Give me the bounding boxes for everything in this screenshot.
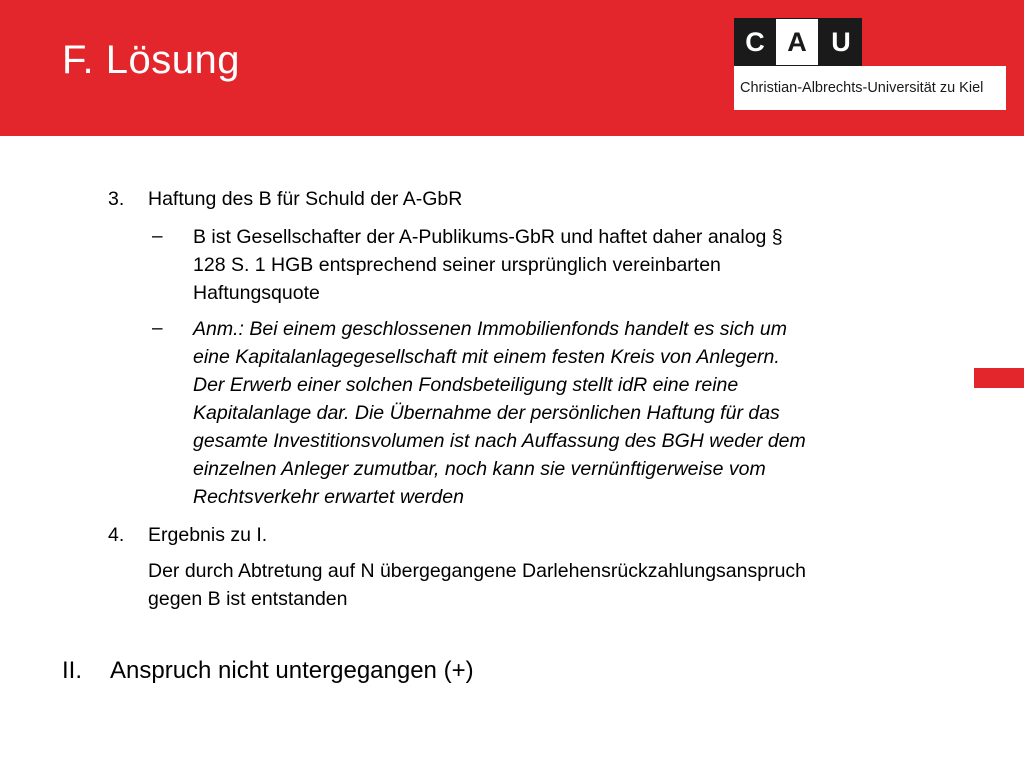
item-4-heading: Ergebnis zu I. (148, 524, 268, 546)
university-name: Christian-Albrechts-Universität zu Kiel (734, 66, 1006, 110)
logo-letter-c: C (734, 18, 776, 66)
item-4-line-2: gegen B ist entstanden (148, 588, 348, 610)
side-accent-bar (974, 368, 1024, 388)
bullet-2-line-5: gesamte Investitionsvolumen ist nach Auffassung des BGH weder dem (193, 430, 806, 452)
bullet-1-line-3: Haftungsquote (193, 282, 320, 304)
slide-title: F. Lösung (62, 38, 240, 82)
cau-logo (734, 18, 1006, 110)
bullet-dash: – (152, 226, 163, 247)
bullet-2-line-6: einzelnen Anleger zumutbar, noch kann sie vernünftigerweise vom (193, 458, 766, 480)
item-3-heading: Haftung des B für Schuld der A-GbR (148, 188, 463, 210)
section-ii-heading: Anspruch nicht untergegangen (+) (110, 657, 474, 684)
bullet-2-line-2: eine Kapitalanlagegesellschaft mit einem festen Kreis von Anlegern. (193, 346, 780, 368)
logo-letter-u: U (820, 18, 862, 66)
bullet-1-line-1: B ist Gesellschafter der A-Publikums-GbR und haftet daher analog § (193, 226, 783, 248)
item-4-line-1: Der durch Abtretung auf N übergegangene Darlehensrückzahlungsanspruch (148, 560, 807, 582)
bullet-dash: – (152, 318, 163, 339)
logo-letters (734, 18, 862, 66)
bullet-2-line-1: Anm.: Bei einem geschlossenen Immobilienfonds handelt es sich um (193, 318, 787, 340)
item-3-number: 3. (108, 188, 125, 210)
bullet-1-line-2: 128 S. 1 HGB entsprechend seiner ursprünglich vereinbarten (193, 254, 721, 276)
item-4-number: 4. (108, 524, 125, 546)
bullet-2-line-3: Der Erwerb einer solchen Fondsbeteiligung stellt idR eine reine (193, 374, 739, 396)
bullet-2-line-7: Rechtsverkehr erwartet werden (193, 486, 464, 508)
header-bar (0, 0, 1024, 136)
logo-letter-a: A (776, 18, 818, 66)
section-ii-number: II. (62, 657, 83, 684)
bullet-2-line-4: Kapitalanlage dar. Die Übernahme der persönlichen Haftung für das (193, 402, 780, 424)
